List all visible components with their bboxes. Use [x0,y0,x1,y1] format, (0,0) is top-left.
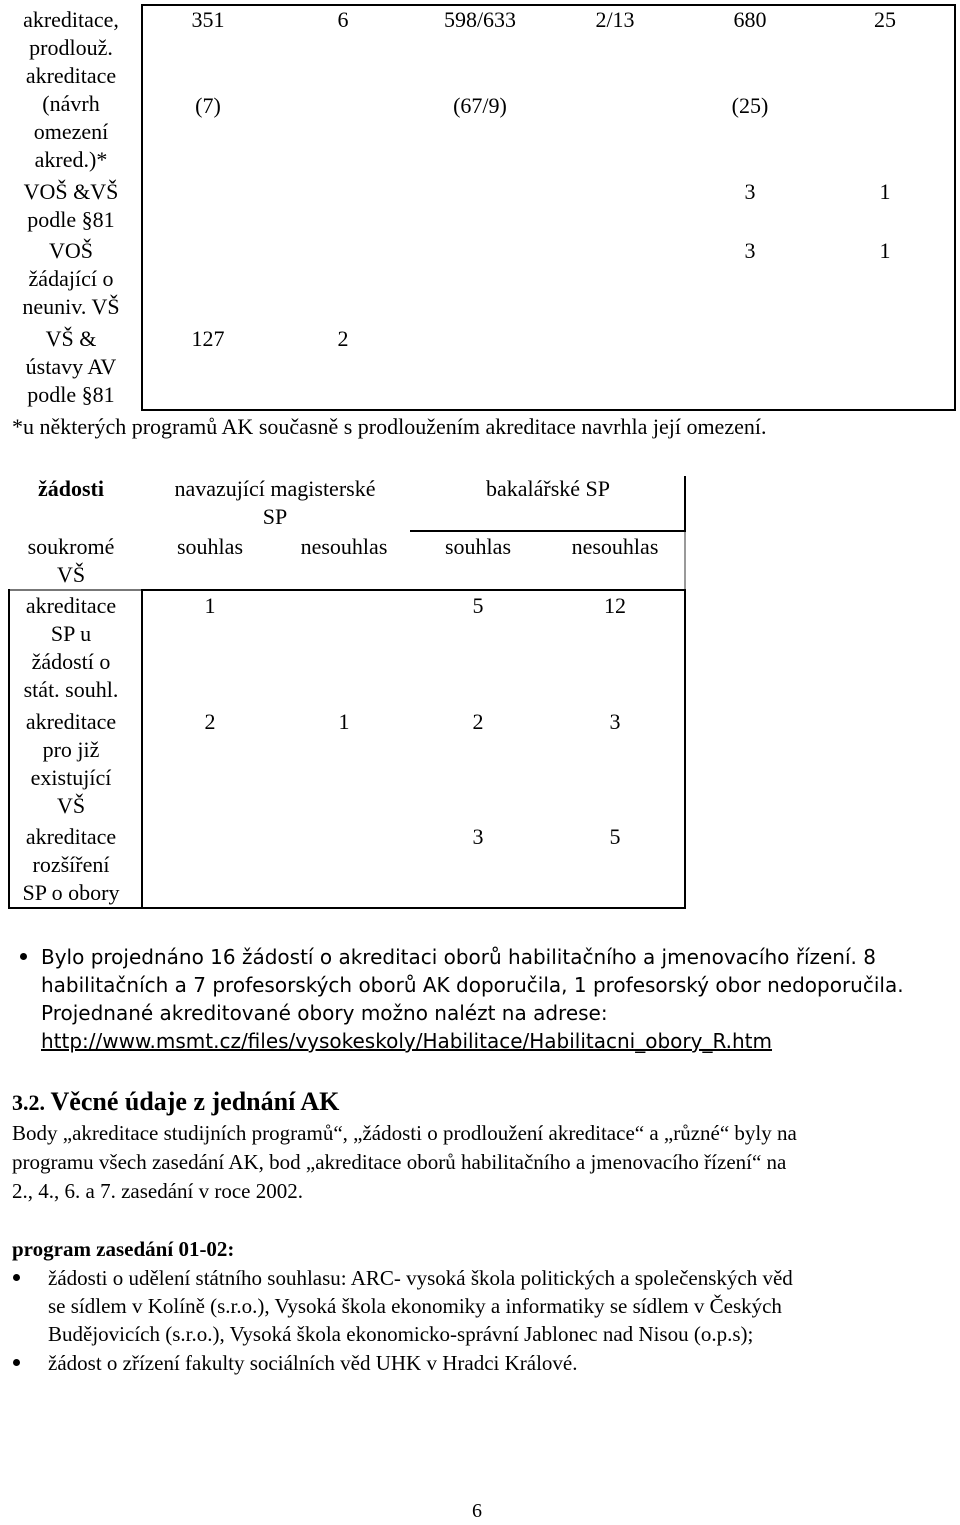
cell-value: 3 [609,709,621,734]
table-border [141,4,143,411]
section-title: Věcné údaje z jednání AK [50,1087,340,1116]
row-label: VOŠ &VŠ podle §81 [23,179,119,232]
table-border [954,4,956,411]
cell-value: 5 [609,824,621,849]
cell-value: 2/13 [595,7,635,32]
section-number: 3.2. [12,1090,45,1115]
bullet-icon [13,1359,20,1366]
cell-value: 1 [879,179,891,204]
row-label: akreditace rozšíření SP o obory [22,824,120,905]
table-border [684,589,686,909]
row-label: akreditace, prodlouž. akreditace (návrh omezení akred.)* [23,7,119,172]
paragraph-line: Projednané akreditované obory možno nalézt na adrese: [41,1001,608,1025]
col-header-zadosti: žádosti [38,476,104,501]
section-text-line: Body „akreditace studijních programů“, „žádosti o prodloužení akreditace“ a „různé“ byly na [12,1121,797,1145]
row-label: VOŠ žádající o neuniv. VŠ [22,238,120,319]
table-border [10,589,141,591]
cell-value: 2 [204,709,216,734]
cell-value: 3 [744,238,756,263]
program-item-line: se sídlem v Kolíně (s.r.o.), Vysoká škola ekonomiky a informatiky se sídlem v Českých [48,1294,782,1318]
paragraph-line: Bylo projednáno 16 žádostí o akreditaci oborů habilitačního a jmenovacího řízení. 8 [41,945,876,969]
cell-value: 598/633 [443,7,517,32]
table-border [141,4,956,6]
col-nesouhlas: nesouhlas [300,534,388,559]
cell-value: 5 [472,593,484,618]
section-heading [12,1086,339,1119]
table-border [684,476,686,532]
col-souhlas: souhlas [177,534,243,559]
program-heading: program zasedání 01-02: [12,1237,235,1261]
cell-value: 12 [604,593,626,618]
cell-value: 1 [204,593,216,618]
row-label: akreditace SP u žádostí o stát. souhl. [23,593,119,702]
section-text-line: programu všech zasedání AK, bod „akreditace oborů habilitačního a jmenovacího řízení“ na [12,1150,787,1174]
cell-value: 3 [472,824,484,849]
cell-value: 1 [879,238,891,263]
table-border [141,589,686,591]
program-item-line: žádost o zřízení fakulty sociálních věd UHK v Hradci Králové. [48,1351,578,1375]
row-label: VŠ & ústavy AV podle §81 [25,326,117,407]
habilitace-link[interactable]: http://www.msmt.cz/files/vysokeskoly/Habilitace/Habilitacni_obory_R.htm [41,1029,773,1053]
bullet-icon [20,953,27,960]
table-border [684,532,686,590]
cell-value: 351 [191,7,225,32]
page-number: 6 [472,1500,482,1522]
col-header-navazujici: navazující magisterské SP [174,476,376,529]
cell-value: 25 [874,7,896,32]
col-nesouhlas: nesouhlas [571,534,659,559]
cell-value: (25) [731,93,769,118]
table-footnote: *u některých programů AK současně s prodloužením akreditace navrhla její omezení. [12,414,767,439]
table-border [410,530,686,532]
table-border [141,409,956,411]
table-border [10,907,141,909]
program-item-line: Budějovicích (s.r.o.), Vysoká škola ekonomicko-správní Jablonec nad Nisou (o.p.s); [48,1322,754,1346]
cell-value: (67/9) [453,93,507,118]
paragraph-line: habilitačních a 7 profesorských oborů AK doporučila, 1 profesorský obor nedoporučila. [41,973,904,997]
cell-value: 3 [744,179,756,204]
cell-value: (7) [195,93,221,118]
col-souhlas: souhlas [445,534,511,559]
cell-value: 1 [338,709,350,734]
cell-value: 680 [733,7,767,32]
table-border [141,907,686,909]
program-item-line: žádosti o udělení státního souhlasu: ARC- vysoká škola politických a společenských věd [48,1266,793,1290]
row-label-soukrome: soukromé VŠ [27,534,115,587]
table-border [141,589,143,909]
col-header-bakalarske: bakalářské SP [485,476,611,501]
cell-value: 2 [337,326,349,351]
row-label: akreditace pro již existující VŠ [25,709,117,818]
bullet-icon [13,1274,20,1281]
cell-value: 6 [337,7,349,32]
cell-value: 127 [191,326,225,351]
cell-value: 2 [472,709,484,734]
section-text-line: 2., 4., 6. a 7. zasedání v roce 2002. [12,1179,303,1203]
